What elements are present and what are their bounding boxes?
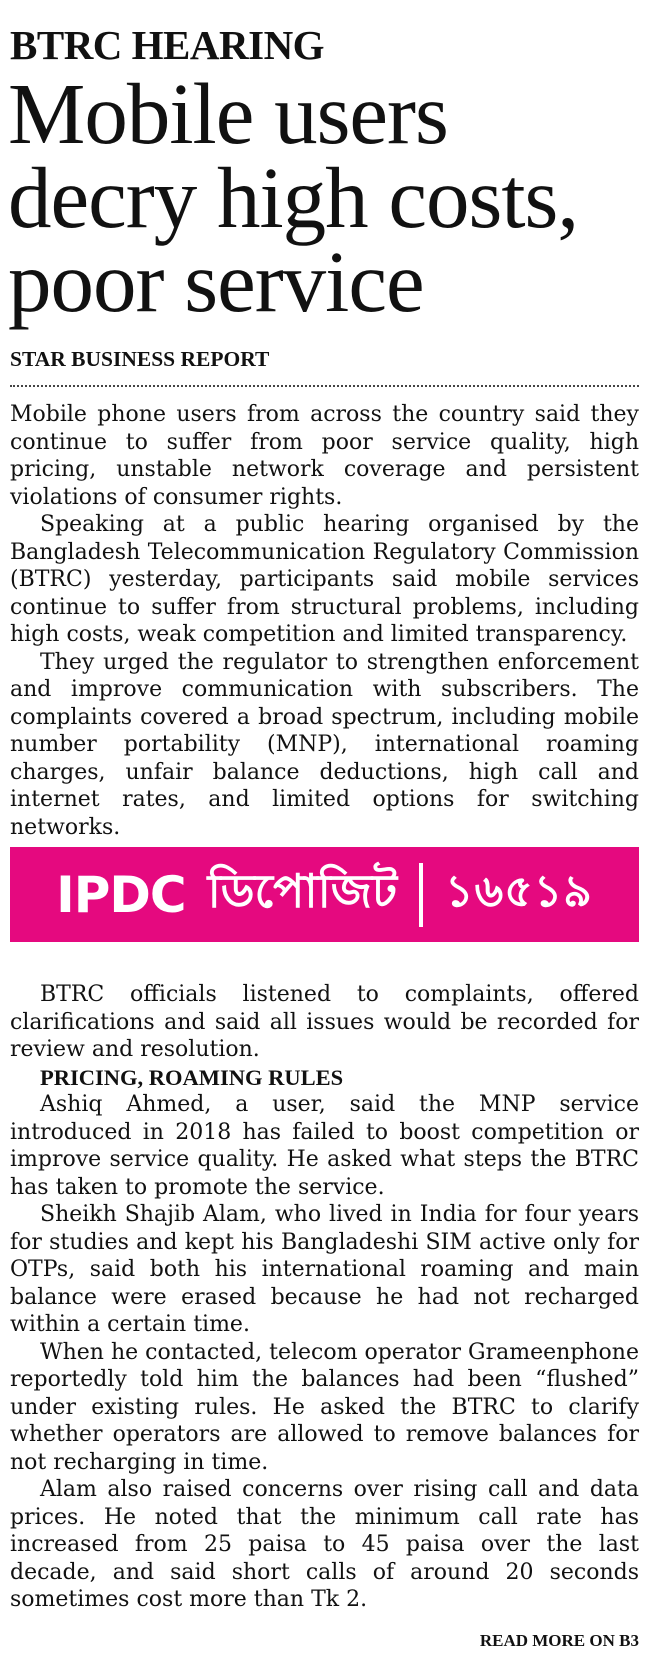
advertisement-banner[interactable]: [10, 847, 639, 942]
paragraph: They urged the regulator to strengthen enforcement and improve communication with subscribers. The complaints covered a broad spectrum, including mobile number portability (MNP), international roaming charges, unfair balance deductions, high call and internet rates, and limited options for switching networks.: [10, 649, 639, 840]
ad-brand: IPDC: [56, 865, 186, 924]
paragraph: When he contacted, telecom operator Grameenphone reportedly told him the balances had been “flushed” under existing rules. He asked the BTRC to clarify whether operators are allowed to remove balances for not recharging in time.: [10, 1339, 639, 1475]
subheading: PRICING, ROAMING RULES: [40, 1064, 344, 1090]
kicker: BTRC HEARING: [10, 22, 325, 68]
dotted-divider: [10, 385, 639, 387]
headline: Mobile users decry high costs, poor service: [8, 65, 579, 330]
article-body-bottom: [10, 981, 639, 1614]
read-more-link[interactable]: READ MORE ON B3: [479, 1631, 639, 1650]
article-body-top: [10, 401, 639, 841]
ad-number: ১৬৫১৯: [445, 866, 593, 917]
ad-separator: [419, 863, 423, 927]
ad-word: ডিপোজিট: [207, 863, 398, 918]
paragraph: Alam also raised concerns over rising call and data prices. He noted that the minimum call rate has increased from 25 paisa to 45 paisa over the last decade, and said short calls of around 20 seconds sometimes cost more than Tk 2.: [10, 1477, 639, 1612]
paragraph: Mobile phone users from across the country said they continue to suffer from poor service quality, high pricing, unstable network coverage and persistent violations of consumer rights.: [10, 402, 639, 510]
paragraph: Speaking at a public hearing organised by the Bangladesh Telecommunication Regulatory Commission (BTRC) yesterday, participants said mobile services continue to suffer from structural problems, including high costs, weak competition and limited transparency.: [10, 512, 639, 647]
paragraph: Ashiq Ahmed, a user, said the MNP service introduced in 2018 has failed to boost competition or improve service quality. He asked what steps the BTRC has taken to promote the service.: [10, 1092, 639, 1200]
paragraph: BTRC officials listened to complaints, offered clarifications and said all issues would be recorded for review and resolution.: [10, 982, 639, 1062]
paragraph: Sheikh Shajib Alam, who lived in India for four years for studies and kept his Bangladeshi SIM active only for OTPs, said both his international roaming and main balance were erased because he had not recharged within a certain time.: [10, 1202, 639, 1337]
byline: STAR BUSINESS REPORT: [10, 347, 270, 371]
